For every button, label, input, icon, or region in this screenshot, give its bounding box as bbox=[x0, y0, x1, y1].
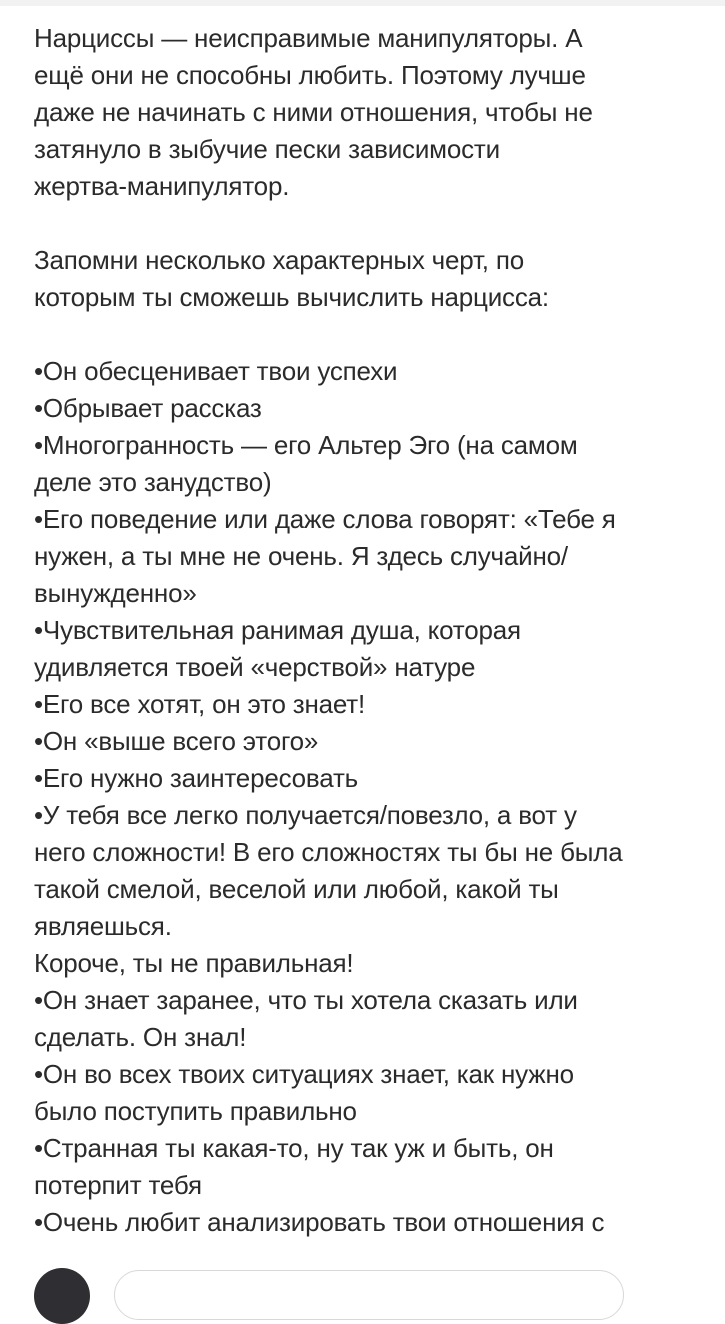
list-line: удивляется твоей «черствой» натуре bbox=[34, 652, 476, 682]
list-line: •Его все хотят, он это знает! bbox=[34, 689, 366, 719]
list-line: потерпит тебя bbox=[34, 1170, 202, 1200]
list-line: являешься. bbox=[34, 911, 172, 941]
comment-input[interactable] bbox=[114, 1270, 624, 1320]
paragraph-gap bbox=[34, 316, 716, 353]
list-line: •Обрывает рассказ bbox=[34, 393, 262, 423]
avatar[interactable] bbox=[34, 1268, 90, 1324]
list-line: такой смелой, веселой или любой, какой ты bbox=[34, 874, 559, 904]
text-line: Нарциссы — неисправимые манипуляторы. А bbox=[34, 23, 583, 53]
list-line: •У тебя все легко получается/повезло, а вот у bbox=[34, 800, 577, 830]
list-line: сделать. Он знал! bbox=[34, 1022, 247, 1052]
list-line: •Его поведение или даже слова говорят: «Тебе я bbox=[34, 504, 616, 534]
paragraph-gap bbox=[34, 205, 716, 242]
traits-list bbox=[34, 353, 716, 1241]
list-line: •Он во всех твоих ситуациях знает, как нужно bbox=[34, 1059, 574, 1089]
list-line: деле это занудство) bbox=[34, 467, 272, 497]
text-line: Запомни несколько характерных черт, по bbox=[34, 245, 524, 275]
text-line: ещё они не способны любить. Поэтому лучше bbox=[34, 60, 586, 90]
list-line: нужен, а ты мне не очень. Я здесь случайно/ bbox=[34, 541, 568, 571]
lead-paragraph bbox=[34, 242, 716, 316]
list-line: вынужденно» bbox=[34, 578, 197, 608]
text-line: жертва-манипулятор. bbox=[34, 171, 290, 201]
post-text bbox=[34, 20, 716, 1241]
intro-paragraph bbox=[34, 20, 716, 205]
list-line: •Очень любит анализировать твои отношения с bbox=[34, 1207, 605, 1237]
list-line: •Он знает заранее, что ты хотела сказать или bbox=[34, 985, 578, 1015]
list-line: •Многогранность — его Альтер Эго (на самом bbox=[34, 430, 578, 460]
list-line: •Его нужно заинтересовать bbox=[34, 763, 358, 793]
list-line: •Он обесценивает твои успехи bbox=[34, 356, 398, 386]
top-divider bbox=[0, 0, 725, 6]
list-line: него сложности! В его сложностях ты бы не была bbox=[34, 837, 623, 867]
list-line: было поступить правильно bbox=[34, 1096, 357, 1126]
list-line: Короче, ты не правильная! bbox=[34, 948, 354, 978]
text-line: затянуло в зыбучие пески зависимости bbox=[34, 134, 500, 164]
text-line: даже не начинать с ними отношения, чтобы не bbox=[34, 97, 593, 127]
list-line: •Странная ты какая-то, ну так уж и быть, он bbox=[34, 1133, 554, 1163]
text-line: которым ты сможешь вычислить нарцисса: bbox=[34, 282, 549, 312]
list-line: •Он «выше всего этого» bbox=[34, 726, 319, 756]
list-line: •Чувствительная ранимая душа, которая bbox=[34, 615, 521, 645]
